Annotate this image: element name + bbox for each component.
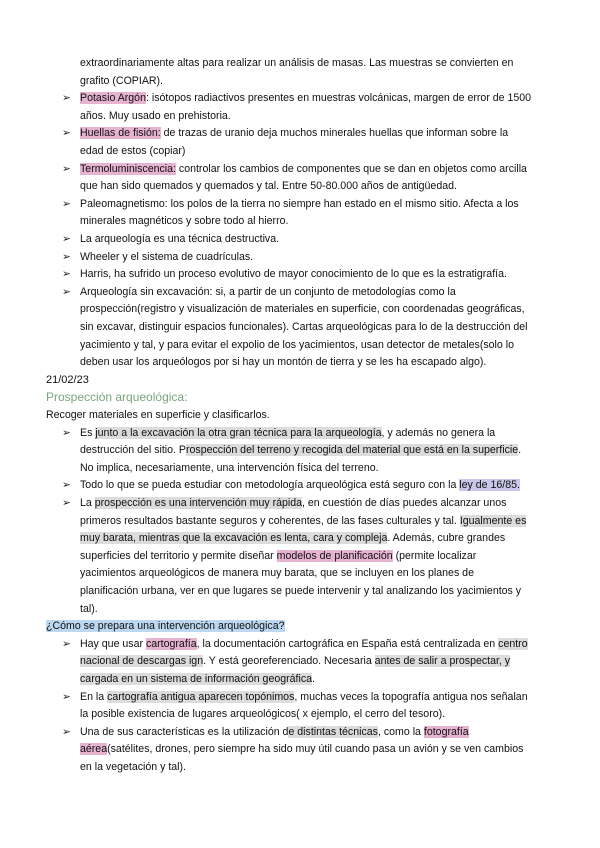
text-run: Es	[80, 426, 96, 439]
highlighted-text: rospección del terreno y recogida del material que está en la superficie	[186, 444, 519, 457]
text-run: Harris, ha sufrido un proceso evolutivo de mayor conocimiento de lo que es la estratigrafía.	[80, 268, 507, 281]
highlighted-text: Huellas de fisión:	[80, 127, 161, 140]
text-run: .	[518, 444, 522, 457]
text-run: , y además no genera la	[381, 426, 496, 439]
text-run: planificación urbana, ver en que lugares se puede intervenir y tal analizando los yacimientos y	[80, 585, 522, 597]
text-run: (permite localizar	[392, 549, 477, 562]
question-heading	[46, 618, 285, 635]
highlighted-text: cargada en un sistema de información geográfica	[80, 673, 313, 685]
entry-date: 21/02/23	[46, 373, 89, 386]
highlighted-text: nacional de descargas ign	[80, 655, 204, 668]
text-run: En la	[80, 690, 108, 703]
bullet-line	[80, 178, 457, 195]
bullet-line	[80, 530, 505, 547]
bullet-line	[80, 143, 185, 160]
bullet-line	[80, 653, 510, 670]
text-run: prospección(registro y visualización de materiales en superficie, con coordenadas geográficas,	[80, 303, 525, 316]
text-run: . Y está georeferenciado. Necesaria	[203, 655, 375, 668]
section-title: Prospección arqueológica:	[46, 390, 188, 405]
highlighted-text: e distintas técnicas	[288, 725, 378, 738]
bullet-line	[80, 601, 98, 618]
highlighted-text: cartografía	[145, 637, 197, 650]
arrow-bullet-icon: ➢	[62, 127, 71, 140]
arrow-bullet-icon: ➢	[62, 479, 71, 492]
arrow-bullet-icon: ➢	[62, 197, 71, 210]
bullet-line	[80, 759, 186, 776]
arrow-bullet-icon: ➢	[62, 637, 71, 650]
arrow-bullet-icon: ➢	[62, 250, 71, 263]
text-run: Una de sus características es la utilización d	[80, 725, 289, 738]
highlighted-text: Potasio Argón	[80, 92, 146, 105]
text-run: años. Muy usado en prehistoria.	[80, 109, 231, 122]
bullet-line	[80, 196, 519, 213]
bullet-line	[80, 319, 528, 336]
bullet-line	[80, 425, 495, 442]
text-run: tal).	[80, 602, 98, 615]
highlighted-text: centro	[498, 637, 528, 650]
bullet-line	[80, 161, 527, 178]
highlighted-text: antes de salir a prospectar, y	[374, 655, 511, 668]
arrow-bullet-icon: ➢	[62, 426, 71, 439]
question-text: ¿Cómo se prepara una intervención arqueológica?	[46, 620, 285, 633]
arrow-bullet-icon: ➢	[62, 92, 71, 105]
bullet-line	[80, 108, 231, 125]
highlighted-text: modelos de planificación	[276, 549, 393, 562]
highlighted-text: cartografía antigua aparecen topónimos	[107, 690, 295, 703]
text-run: primeros resultados bastante seguros y coherentes, de las fases culturales y tal.	[80, 514, 460, 527]
bullet-line	[80, 213, 288, 230]
bullet-line	[80, 442, 521, 459]
text-run: No implica, necesariamente, una intervención física del terreno.	[80, 461, 379, 474]
text-run: La arqueología es una técnica destructiva.	[80, 233, 280, 245]
bullet-line	[80, 337, 514, 354]
bullet-line	[80, 266, 507, 283]
text-run: en la vegetación y tal).	[80, 761, 186, 773]
bullet-line	[80, 249, 253, 266]
bullet-line	[80, 548, 476, 565]
text-run: .	[312, 673, 315, 685]
continuation-line: grafito (COPIAR).	[80, 74, 164, 87]
text-run: , la documentación cartográfica en España está centralizada en	[196, 637, 499, 650]
text-run: la posible existencia de lugares arqueológicos( x ejemplo, el cerro del tesoro).	[80, 708, 446, 721]
bullet-line	[80, 636, 528, 653]
bullet-line	[80, 706, 445, 723]
text-run: (satélites, drones, pero siempre ha sido muy útil cuando pasa un avión y se ven cambios	[107, 743, 524, 756]
text-run: Todo lo que se pueda estudiar con metodología arqueológica está seguro con la	[80, 479, 460, 492]
text-run: , en cuestión de días puedes alcanzar unos	[302, 497, 507, 509]
text-run: edad de estos (copiar)	[80, 145, 186, 157]
bullet-line	[80, 689, 528, 706]
highlighted-text: fotografía	[423, 725, 469, 738]
intro-line: Recoger materiales en superficie y clasificarlos.	[46, 409, 270, 421]
bullet-line	[80, 741, 523, 758]
arrow-bullet-icon: ➢	[62, 233, 71, 245]
highlighted-text: ley de 16/85.	[459, 479, 520, 492]
text-run: deben usar los arqueólogos por si hay un montón de tierra y se les ha escapado algo).	[80, 356, 487, 369]
text-run: de trazas de uranio deja muchos minerales huellas que informan sobre la	[160, 127, 509, 140]
text-run: : isótopos radiactivos presentes en muestras volcánicas, margen de error de 1500	[145, 92, 532, 105]
text-run: superficies del territorio y permite diseñar	[80, 549, 277, 562]
continuation-line: extraordinariamente altas para realizar un análisis de masas. Las muestras se convierten en	[80, 57, 514, 69]
bullet-line	[80, 565, 474, 582]
bullet-line	[80, 724, 469, 741]
highlighted-text: junto a la excavación la otra gran técnica para la arqueología	[95, 426, 382, 439]
bullet-line	[80, 513, 526, 530]
text-run: controlar los cambios de componentes que se dan en objetos como arcilla	[175, 162, 527, 175]
bullet-line	[80, 231, 279, 248]
text-run: Wheeler y el sistema de cuadrículas.	[80, 250, 254, 263]
arrow-bullet-icon: ➢	[62, 725, 71, 738]
bullet-line	[80, 90, 531, 107]
text-run: minerales magnéticos y sobre todo al hierro.	[80, 215, 289, 228]
bullet-line	[80, 354, 486, 371]
text-run: yacimiento y tal, y para evitar el expolio de los yacimientos, usan detector de metales(solo lo	[80, 338, 514, 351]
arrow-bullet-icon: ➢	[62, 285, 71, 298]
highlighted-text: prospección es una intervención muy rápida	[94, 497, 303, 509]
arrow-bullet-icon: ➢	[62, 162, 71, 175]
highlighted-text: muy barata, mientras que la excavación es lenta, cara y compleja	[80, 532, 388, 545]
highlighted-text: Termoluminiscencia:	[80, 162, 176, 175]
highlighted-text: aérea	[80, 743, 108, 756]
text-run: sin excavar, distinguir espacios funcionales). Cartas arqueológicas para lo de la destrucción del	[80, 321, 528, 333]
arrow-bullet-icon: ➢	[62, 497, 71, 509]
bullet-line	[80, 125, 508, 142]
bullet-line	[80, 583, 521, 600]
bullet-line	[80, 301, 525, 318]
bullet-line	[80, 460, 379, 477]
text-run: que han sido quemados y quemados y tal. Entre 50-80.000 años de antigüedad.	[80, 180, 457, 193]
text-run: La	[80, 497, 95, 509]
bullet-line	[80, 477, 520, 494]
bullet-line	[80, 284, 456, 301]
text-run: . Además, cubre grandes	[387, 532, 506, 545]
bullet-line	[80, 495, 506, 512]
arrow-bullet-icon: ➢	[62, 268, 71, 281]
bullet-line	[80, 671, 315, 688]
arrow-bullet-icon: ➢	[62, 690, 71, 703]
highlighted-text: Igualmente es	[459, 514, 527, 527]
text-run: Paleomagnetismo: los polos de la tierra no siempre han estado en el mismo sitio. Afecta a los	[80, 197, 519, 210]
text-run: Arqueología sin excavación: si, a partir de un conjunto de metodologías como la	[80, 285, 456, 298]
text-run: yacimientos arqueológicos de manera muy barata, que se incluyen en los planes de	[80, 567, 474, 580]
text-run: , como la	[377, 725, 424, 738]
text-run: Hay que usar	[80, 637, 146, 650]
text-run: , muchas veces la topografía antigua nos señalan	[294, 690, 528, 703]
text-run: destrucción del sitio. P	[80, 444, 186, 457]
